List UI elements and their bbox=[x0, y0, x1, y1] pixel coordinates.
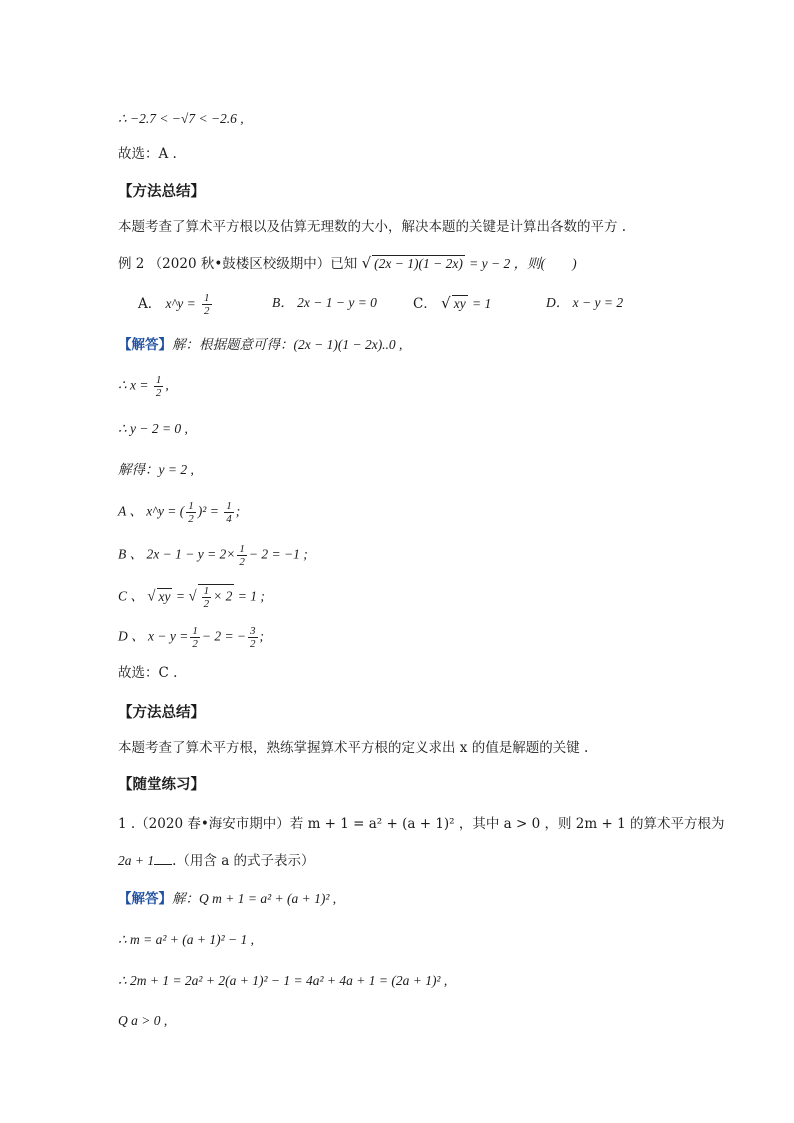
option-a-label: A． bbox=[138, 296, 162, 312]
step-a-mid: )² = bbox=[197, 503, 219, 519]
heading-practice: 【随堂练习】 bbox=[118, 776, 205, 793]
fraction-half: $\frac{1}{2}$ bbox=[155, 374, 162, 399]
option-c-tail: = 1 bbox=[471, 296, 492, 311]
fraction-half: $\frac{1}{2}$ bbox=[192, 625, 198, 650]
sqrt-sign: √ bbox=[147, 588, 156, 605]
step-c-eq: = bbox=[175, 588, 185, 604]
step-c-radicand: xy bbox=[158, 588, 171, 604]
question-1-tail: .（用含 a 的式子表示） bbox=[172, 853, 315, 869]
step-d-prefix: D 、 x − y = bbox=[118, 628, 189, 644]
example-2-statement bbox=[118, 254, 577, 273]
step-c-tail: = 1 ; bbox=[237, 588, 265, 604]
step-x-value: ∴ x = $\frac{1}{2}$ , bbox=[118, 374, 169, 399]
heading-method-summary-1: 【方法总结】 bbox=[118, 183, 205, 200]
step-d-mid: − 2 = − bbox=[201, 628, 247, 644]
question-1: 1 .（2020 春•海安市期中）若 m + 1 = a² + (a + 1)² ，其中 a > 0 ，则 2m + 1 的算术平方根为 bbox=[118, 816, 725, 832]
answer-text-1: 解：根据题意可得：(2x − 1)(1 − 2x)..0 , bbox=[172, 337, 403, 352]
step-a: A 、 x^y = ( $\frac{1}{2}$ )² = $\frac{1}{4}$ ; bbox=[118, 500, 241, 525]
example-2-radicand: (2x − 1)(1 − 2x) bbox=[374, 256, 463, 271]
sqrt-sign: √ bbox=[188, 588, 197, 605]
fraction-half: $\frac{1}{2}$ bbox=[239, 543, 245, 568]
example-2-tail: = y − 2 ，则( ) bbox=[469, 256, 577, 271]
step-c bbox=[118, 584, 265, 610]
answer-line-1 bbox=[118, 336, 402, 354]
step-b-prefix: B 、 2x − 1 − y = 2× bbox=[118, 546, 236, 562]
step-c-radicand-2: $\frac{1}{2}$ × 2 bbox=[198, 584, 235, 610]
summary-text-2: 本题考查了算术平方根，熟练掌握算术平方根的定义求出 x 的值是解题的关键 . bbox=[118, 740, 589, 756]
line-choose-c: 故选：C . bbox=[118, 665, 178, 681]
option-a bbox=[138, 292, 214, 317]
step-b bbox=[118, 543, 308, 568]
option-d: D． x − y = 2 bbox=[546, 295, 624, 310]
option-b: B． 2x − 1 − y = 0 bbox=[272, 295, 377, 310]
heading-method-summary-2: 【方法总结】 bbox=[118, 704, 205, 721]
answer-tag: 【解答】 bbox=[118, 337, 172, 353]
step-y-eq: ∴ y − 2 = 0 , bbox=[118, 421, 188, 436]
sqrt-sign: √ bbox=[361, 254, 372, 272]
option-c-label: C． bbox=[413, 296, 437, 312]
answer-text-2: 解：Q m + 1 = a² + (a + 1)² , bbox=[172, 891, 337, 906]
step-d: D 、 x − y = $\frac{1}{2}$ − 2 = − $\frac{3}{2}$ ; bbox=[118, 625, 265, 650]
answer-blank bbox=[154, 854, 172, 865]
option-a-expr: x^y = bbox=[165, 296, 196, 311]
example-2-prefix: 例 2 （2020 秋•鼓楼区校级期中）已知 bbox=[118, 256, 358, 272]
fraction-three-halves: $\frac{3}{2}$ bbox=[250, 625, 256, 650]
question-1-answer-line bbox=[118, 852, 315, 870]
step-b-tail: − 2 = −1 ; bbox=[248, 546, 308, 562]
fraction-half: $\frac{1}{2}$ bbox=[188, 500, 194, 525]
sqrt-sign: √ bbox=[441, 294, 451, 312]
step-y-solved: 解得：y = 2 , bbox=[118, 462, 194, 477]
line-choose-a: 故选：A . bbox=[118, 146, 177, 162]
answer-line-2 bbox=[118, 890, 336, 908]
question-1-answer: 2a + 1 bbox=[118, 853, 155, 868]
step-c-prefix: C 、 bbox=[118, 588, 144, 604]
fraction-quarter: $\frac{1}{4}$ bbox=[226, 500, 232, 525]
step-a-prefix: A 、 x^y = ( bbox=[118, 503, 185, 519]
answer-tag: 【解答】 bbox=[118, 891, 172, 907]
summary-text-1: 本题考查了算术平方根以及估算无理数的大小，解决本题的关键是计算出各数的平方 . bbox=[118, 219, 627, 235]
line-inequality: ∴ −2.7 < −√7 < −2.6 , bbox=[118, 111, 244, 126]
step-x-prefix: ∴ x = bbox=[118, 377, 149, 393]
step-a-positive: Q a > 0 , bbox=[118, 1013, 168, 1028]
fraction-half: $\frac{1}{2}$ bbox=[204, 292, 210, 317]
step-m: ∴ m = a² + (a + 1)² − 1 , bbox=[118, 932, 254, 947]
step-2m1: ∴ 2m + 1 = 2a² + 2(a + 1)² − 1 = 4a² + 4a + 1 = (2a + 1)² , bbox=[118, 973, 448, 988]
option-c bbox=[413, 294, 491, 313]
option-c-radicand: xy bbox=[453, 296, 466, 311]
